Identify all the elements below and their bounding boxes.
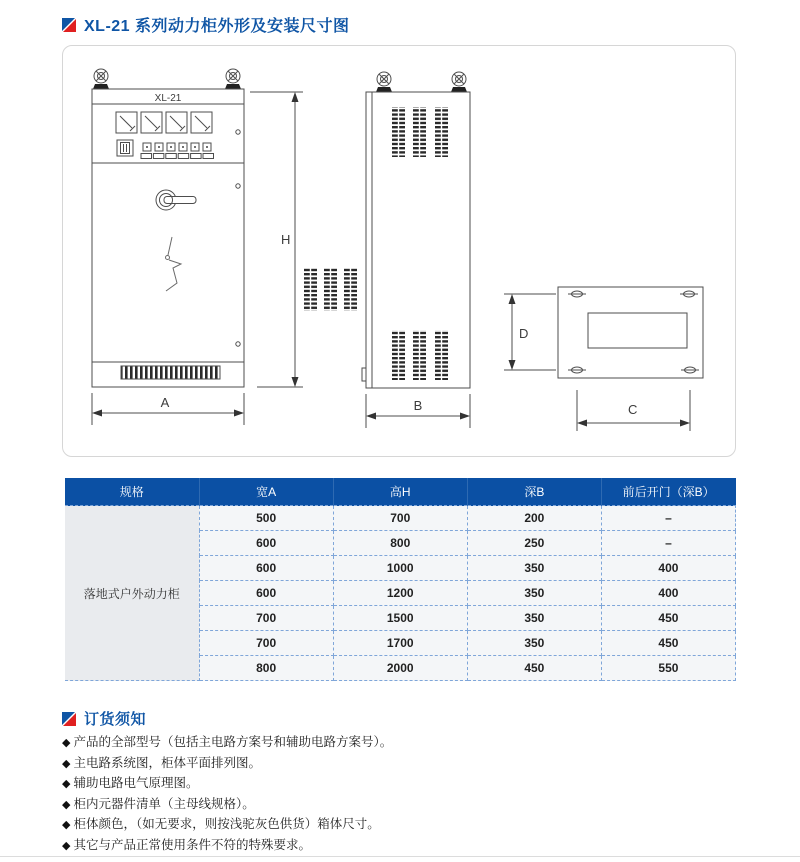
column-header: 宽A	[199, 478, 333, 506]
side-vent-louvers-top	[392, 107, 448, 157]
mounting-slot	[568, 367, 586, 373]
spec-value-cell: 700	[199, 606, 333, 631]
spec-value-cell: 700	[199, 631, 333, 656]
dimension-drawing-panel	[62, 45, 736, 457]
spec-value-cell: 600	[199, 581, 333, 606]
spec-value-cell: –	[601, 506, 735, 531]
lifting-eye-icon	[451, 72, 467, 92]
mounting-slot	[568, 291, 586, 297]
switch-symbol-sketch	[166, 237, 182, 291]
mounting-slot	[681, 367, 699, 373]
column-header: 深B	[467, 478, 601, 506]
spec-value-cell: 1700	[333, 631, 467, 656]
spec-table	[65, 478, 736, 681]
lifting-eye-icon	[93, 69, 109, 89]
spec-value-cell: –	[601, 531, 735, 556]
dimension-height-H	[250, 92, 303, 387]
model-label: XL-21	[154, 93, 182, 104]
spec-value-cell: 2000	[333, 656, 467, 681]
note-item: ◆ 柜内元器件清单（主母线规格）。	[62, 795, 392, 816]
table-row	[65, 506, 736, 531]
spec-value-cell: 250	[467, 531, 601, 556]
spec-value-cell: 200	[467, 506, 601, 531]
note-item: ◆ 辅助电路电气原理图。	[62, 774, 392, 795]
panel-meters	[116, 112, 212, 133]
notes-title-row	[62, 708, 146, 729]
lifting-eye-icon	[225, 69, 241, 89]
column-header: 前后开门（深B）	[601, 478, 735, 506]
spec-table-header-row	[65, 478, 736, 506]
spec-value-cell: 800	[199, 656, 333, 681]
side-view-drawing	[362, 72, 470, 388]
spec-value-cell: 350	[467, 556, 601, 581]
lifting-eye-icon	[376, 72, 392, 92]
spec-value-cell: 600	[199, 531, 333, 556]
column-header: 规格	[65, 478, 199, 506]
page-title: XL-21 系列动力柜外形及安装尺寸图	[84, 18, 350, 35]
door-knob	[236, 184, 240, 188]
dimension-width-A	[92, 393, 244, 425]
note-item: ◆ 产品的全部型号（包括主电路方案号和辅助电路方案号）。	[62, 733, 392, 754]
door-knob	[236, 342, 240, 346]
spec-value-cell: 400	[601, 581, 735, 606]
louver-detail	[304, 268, 357, 311]
spec-value-cell: 350	[467, 581, 601, 606]
spec-category-cell: 落地式户外动力柜	[65, 506, 199, 681]
page-title-row	[62, 13, 350, 36]
spec-value-cell: 1200	[333, 581, 467, 606]
spec-value-cell: 1500	[333, 606, 467, 631]
dim-label-H: H	[281, 232, 291, 247]
mounting-slot	[680, 291, 698, 297]
spec-value-cell: 400	[601, 556, 735, 581]
notes-title: 订货须知	[84, 711, 147, 728]
dim-label-B: B	[413, 398, 423, 413]
spec-value-cell: 500	[199, 506, 333, 531]
door-knob	[236, 130, 240, 134]
vent-grille	[121, 366, 220, 379]
dimension-mount-C	[577, 390, 690, 431]
spec-value-cell: 550	[601, 656, 735, 681]
spec-value-cell: 600	[199, 556, 333, 581]
spec-value-cell: 450	[601, 631, 735, 656]
bottom-divider	[0, 856, 800, 857]
spec-value-cell: 350	[467, 631, 601, 656]
front-view-drawing	[92, 69, 244, 387]
cabinet-dimension-drawing	[62, 45, 736, 457]
spec-value-cell: 1000	[333, 556, 467, 581]
dim-label-A: A	[160, 395, 170, 410]
section-marker-icon	[62, 18, 76, 32]
spec-table-body	[65, 506, 736, 681]
spec-value-cell: 450	[601, 606, 735, 631]
note-item: ◆ 柜体颜色，（如无要求，则按浅驼灰色供货）箱体尺寸。	[62, 815, 392, 836]
spec-value-cell: 700	[333, 506, 467, 531]
side-vent-louvers-bottom	[392, 330, 448, 380]
section-marker-icon	[62, 712, 76, 726]
mounting-view-drawing	[558, 287, 703, 378]
indicator-lamps	[117, 140, 214, 159]
spec-value-cell: 800	[333, 531, 467, 556]
note-item: ◆ 主电路系统图，柜体平面排列图。	[62, 754, 392, 775]
notes-list	[62, 733, 392, 856]
dim-label-C: C	[628, 402, 638, 417]
dim-label-D: D	[519, 326, 529, 341]
rotary-handle-icon	[156, 190, 196, 210]
dimension-depth-B	[366, 394, 470, 428]
note-item: ◆ 其它与产品正常使用条件不符的特殊要求。	[62, 836, 392, 857]
column-header: 高H	[333, 478, 467, 506]
dimension-mount-D	[504, 294, 556, 370]
spec-value-cell: 350	[467, 606, 601, 631]
spec-value-cell: 450	[467, 656, 601, 681]
